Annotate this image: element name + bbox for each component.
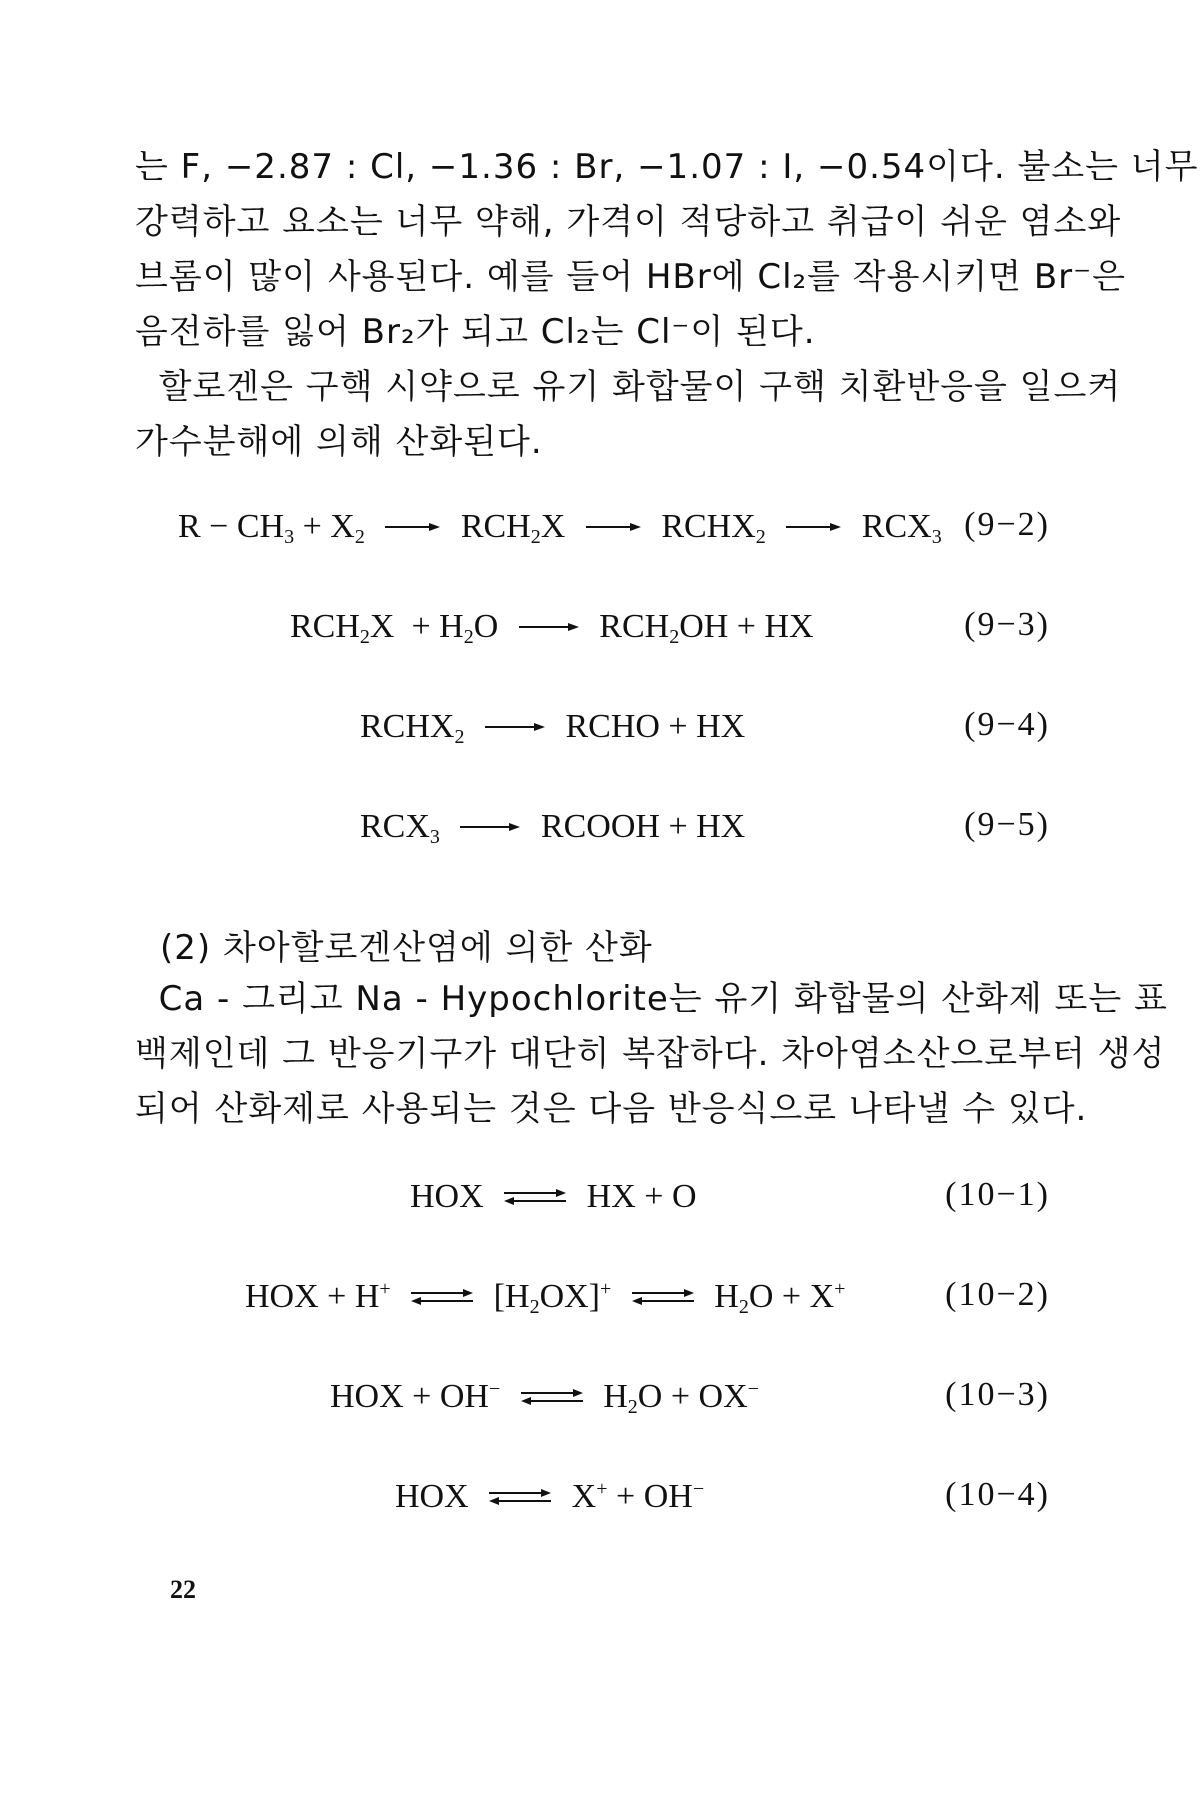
text-line: 음전하를 잃어 Br₂가 되고 Cl₂는 Cl⁻이 된다. xyxy=(135,312,816,352)
equation-number: (9−3) xyxy=(964,606,1050,643)
equation-number: (9−2) xyxy=(964,506,1050,543)
equation-number: (10−4) xyxy=(945,1476,1050,1513)
equilibrium-arrow-icon xyxy=(632,1288,694,1306)
text-line: 강력하고 요소는 너무 약해, 가격이 적당하고 취급이 쉬운 염소와 xyxy=(135,202,1122,242)
equation-term: $RCH_2X$ xyxy=(460,508,566,549)
right-arrow-icon xyxy=(385,521,440,533)
equation-lhs: HOX xyxy=(410,1178,484,1216)
equation-10-3 xyxy=(330,1370,759,1420)
right-arrow-icon xyxy=(586,521,641,533)
equation-term: HOX + H+ xyxy=(245,1278,391,1316)
equation-lhs: $RCX_3$ xyxy=(360,808,440,849)
equation-number: (9−4) xyxy=(964,706,1050,743)
equation-number: (10−2) xyxy=(945,1276,1050,1313)
text-line: Ca - 그리고 Na - Hypochlorite는 유기 화합물의 산화제 또는 표 xyxy=(135,979,1168,1019)
right-arrow-icon xyxy=(460,821,520,833)
equation-9-5 xyxy=(360,800,745,850)
equation-term: $[H_2OX]^+$ xyxy=(493,1278,612,1319)
section-heading: (2) 차아할로겐산염에 의한 산화 xyxy=(160,928,653,968)
equation-term: $R - CH_3 + X_2$ xyxy=(178,508,365,549)
paragraph-hypochlorite xyxy=(135,972,1168,1137)
equation-10-4 xyxy=(395,1470,704,1520)
page-number: 22 xyxy=(170,1575,196,1604)
equilibrium-arrow-icon xyxy=(504,1188,566,1206)
equation-lhs: HOX + OH− xyxy=(330,1378,501,1416)
equation-rhs: $H_2O + OX^-$ xyxy=(603,1378,759,1419)
equation-10-2 xyxy=(245,1270,845,1320)
paragraph-halogen-potentials xyxy=(135,140,1199,360)
equation-rhs: X+ + OH− xyxy=(571,1478,705,1516)
equation-lhs: $RCH_2X + H_2O$ xyxy=(290,608,499,649)
equilibrium-arrow-icon xyxy=(411,1288,473,1306)
text-line: 할로겐은 구핵 시약으로 유기 화합물이 구핵 치환반응을 일으켜 xyxy=(135,367,1122,407)
paragraph-halogen-oxidation xyxy=(135,360,1122,470)
equation-term: $RCHX_2$ xyxy=(661,508,766,549)
text-line: 백제인데 그 반응기구가 대단히 복잡하다. 차아염소산으로부터 생성 xyxy=(135,1034,1166,1074)
right-arrow-icon xyxy=(786,521,841,533)
equation-term: $RCX_3$ xyxy=(861,508,942,549)
equation-number: (10−3) xyxy=(945,1376,1050,1413)
right-arrow-icon xyxy=(485,721,545,733)
right-arrow-icon xyxy=(519,621,579,633)
equation-10-1 xyxy=(410,1170,697,1220)
equation-9-2 xyxy=(178,500,942,550)
equation-lhs: $RCHX_2$ xyxy=(360,708,465,749)
equilibrium-arrow-icon xyxy=(521,1388,583,1406)
equation-rhs: $RCH_2OH$ + HX xyxy=(599,608,814,649)
text-line: 브롬이 많이 사용된다. 예를 들어 HBr에 Cl₂를 작용시키면 Br⁻은 xyxy=(135,257,1126,297)
equation-rhs: RCHO + HX xyxy=(565,708,746,746)
equation-9-3 xyxy=(290,600,814,650)
equilibrium-arrow-icon xyxy=(489,1488,551,1506)
text-line: 는 F, −2.87 : Cl, −1.36 : Br, −1.07 : I, −0.54이다. 불소는 너무 xyxy=(135,147,1199,187)
text-line: 되어 산화제로 사용되는 것은 다음 반응식으로 나타낼 수 있다. xyxy=(135,1089,1088,1129)
equation-rhs: HX + O xyxy=(586,1178,697,1216)
equation-9-4 xyxy=(360,700,745,750)
equation-term: $H_2O + X^+$ xyxy=(714,1278,846,1319)
equation-rhs: RCOOH + HX xyxy=(540,808,746,846)
text-line: 가수분해에 의해 산화된다. xyxy=(135,422,543,462)
equation-number: (10−1) xyxy=(945,1176,1050,1213)
equation-lhs: HOX xyxy=(395,1478,469,1516)
equation-number: (9−5) xyxy=(964,806,1050,843)
